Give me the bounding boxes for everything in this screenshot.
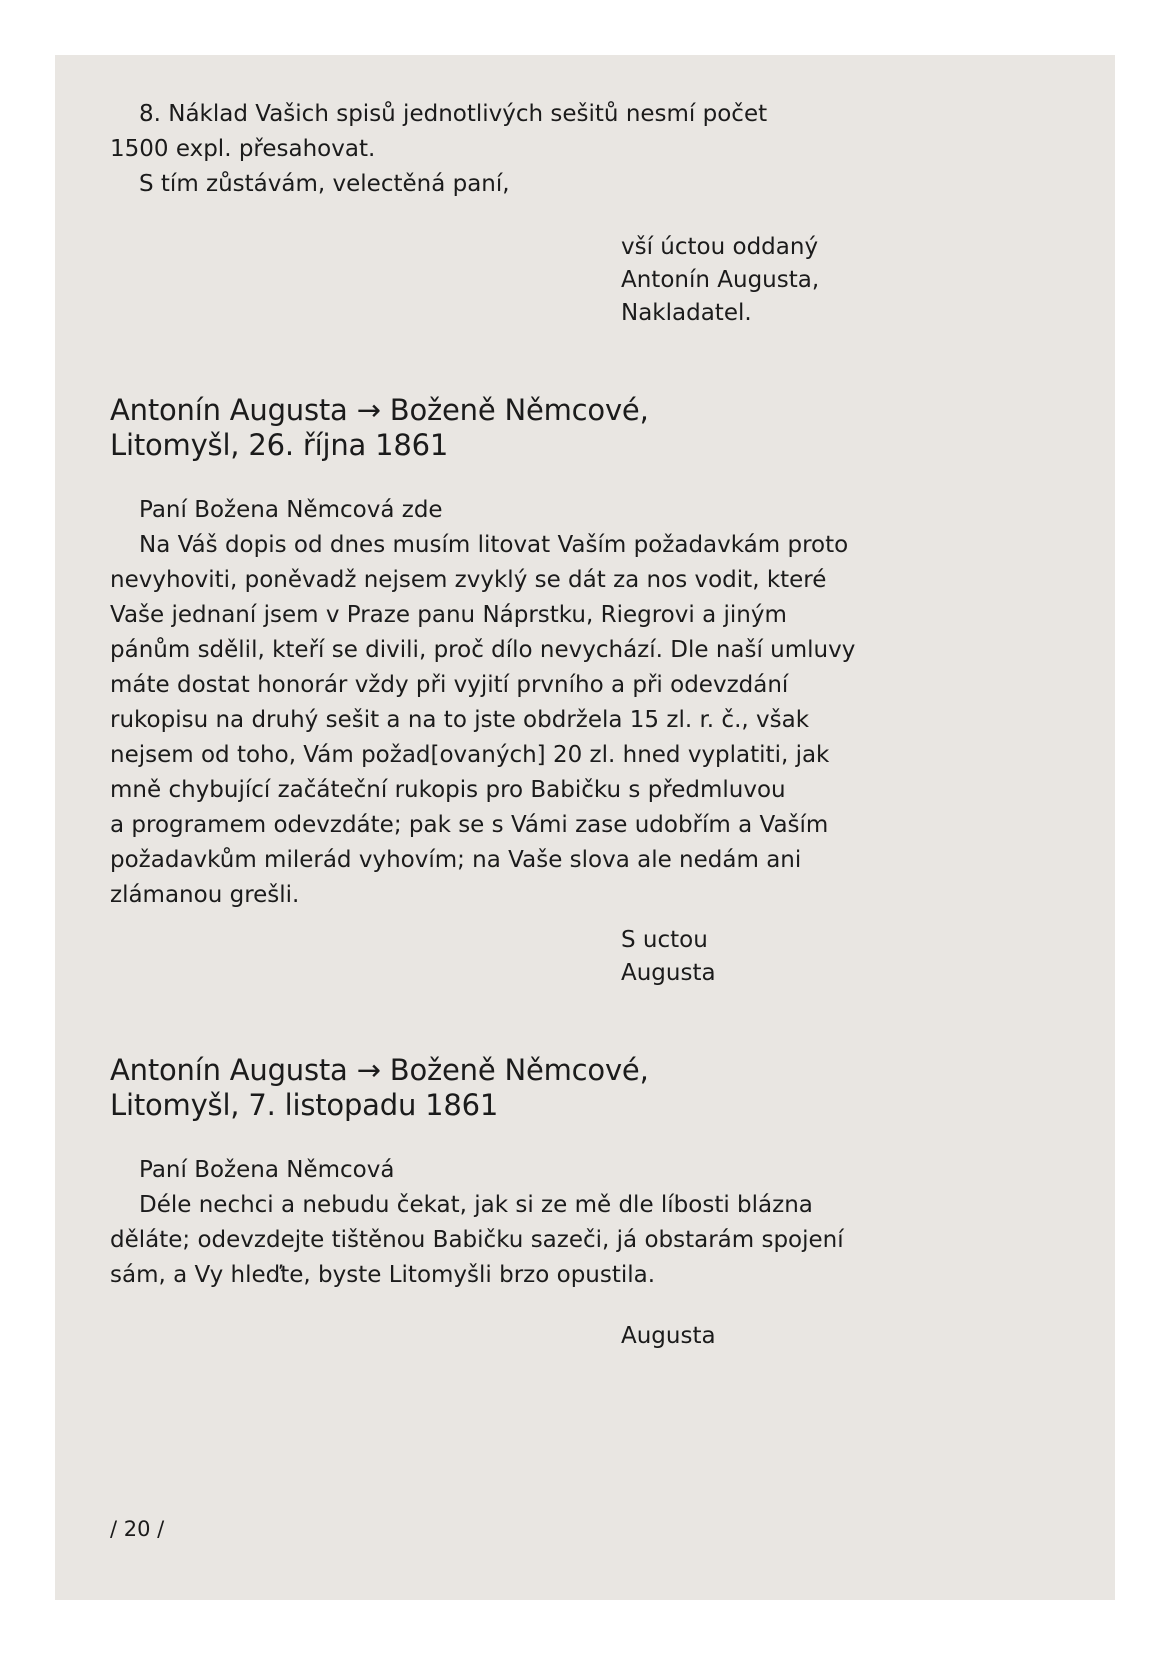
signature-name: Augusta bbox=[621, 960, 716, 986]
signature-name: Augusta bbox=[621, 1323, 716, 1349]
closing-line: S tím zůstávám, velectěná paní, bbox=[139, 171, 510, 197]
document-page bbox=[55, 55, 1115, 1600]
letter-2-heading bbox=[110, 1053, 1010, 1123]
letter-body: Na Váš dopis od dnes musím litovat Vaším požadavkám proto nevyhoviti, poněvadž nejsem zvyklý se dát za nos vodit, které Vaše jednaní jsem v Praze panu Náprstku, Riegrovi a jiným pánům sdělil, kteří se divili, proč dílo nevychází. Dle naší umluvy máte dostat honorár vždy při vyjití prvního a při odevzdání rukopisu na druhý sešit a na to jste obdržela 15 zl. r. č., však nejsem od toho, Vám požad[ovaných] 20 zl. hned vyplatiti, jak mně chybující začáteční rukopis pro Babičku s předmluvou a programem odevzdáte; pak se s Vámi zase udobřím a Vaším požadavkům milerád vyhovím; na Vaše slova ale nedám ani zlámanou grešli. bbox=[110, 532, 856, 908]
letter-1-text bbox=[110, 493, 1010, 913]
letter-heading-date: Litomyšl, 7. listopadu 1861 bbox=[110, 1088, 499, 1122]
letter-body: Déle nechci a nebudu čekat, jak si ze mě dle líbosti blázna děláte; odevzdejte tištěnou Babičku sazeči, já obstarám spojení sám, a Vy hleďte, byste Litomyšli brzo opustila. bbox=[110, 1192, 844, 1288]
signature-line: S uctou bbox=[621, 927, 708, 953]
letter-heading-date: Litomyšl, 26. října 1861 bbox=[110, 428, 449, 462]
salutation: Paní Božena Němcová zde bbox=[139, 497, 443, 523]
letter-heading-line: Antonín Augusta → Boženě Němcové, bbox=[110, 393, 649, 427]
numbered-paragraph: 8. Náklad Vašich spisů jednotlivých sešitů nesmí počet 1500 expl. přesahovat. bbox=[110, 101, 768, 162]
letter-2-text bbox=[110, 1153, 1010, 1293]
signature-title: Nakladatel. bbox=[621, 300, 752, 326]
top-section bbox=[110, 97, 1010, 202]
signature-name: Antonín Augusta, bbox=[621, 267, 820, 293]
salutation: Paní Božena Němcová bbox=[139, 1157, 395, 1183]
page-number: / 20 / bbox=[110, 1517, 165, 1541]
letter-heading-line: Antonín Augusta → Boženě Němcové, bbox=[110, 1053, 649, 1087]
signature-line: vší úctou oddaný bbox=[621, 234, 819, 260]
letter-1-heading bbox=[110, 393, 1010, 463]
